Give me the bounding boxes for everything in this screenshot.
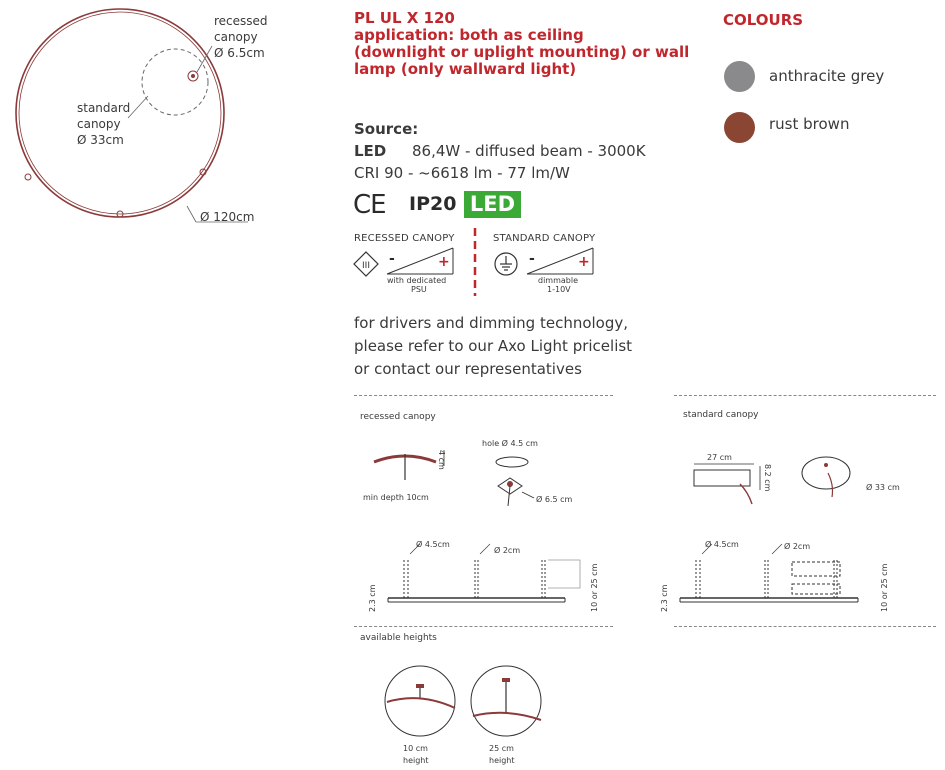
recessed-label-2: canopy <box>214 30 258 44</box>
height-25cm-drawing <box>469 664 543 738</box>
reference-line-3: or contact our representatives <box>354 360 582 378</box>
class-3-icon <box>353 251 379 277</box>
standard-label-1: standard <box>77 101 131 115</box>
hole-label: hole Ø 4.5 cm <box>482 439 538 448</box>
standard-canopy-disc-drawing <box>800 453 860 503</box>
ip20-mark: IP20 <box>409 193 457 215</box>
recessed-note-1: with dedicated <box>387 276 447 285</box>
standard-note-1: dimmable <box>538 276 579 285</box>
application-line-3: lamp (only wallward light) <box>354 60 577 78</box>
colours-title: COLOURS <box>723 11 804 29</box>
recessed-rod2-label: Ø 2cm <box>494 546 521 555</box>
reference-line-2: please refer to our Axo Light pricelist <box>354 337 633 355</box>
application-line-2: (downlight or uplight mounting) or wall <box>354 43 690 61</box>
product-title: PL UL X 120 <box>354 9 455 27</box>
minus-sign-left: - <box>389 251 395 267</box>
standard-label-2: canopy <box>77 117 121 131</box>
outer-diameter-label: Ø 120cm <box>200 210 255 224</box>
recessed-canopy-heading: RECESSED CANOPY <box>354 233 455 244</box>
application-line-1: application: both as ceiling <box>354 26 584 44</box>
plus-sign-left: + <box>438 254 450 270</box>
recessed-side-right-label: 10 or 25 cm <box>590 563 599 612</box>
top-plan-diagram <box>0 0 250 240</box>
source-label: Source: <box>354 120 419 138</box>
ce-mark: CE <box>353 190 386 220</box>
standard-note-2: 1-10V <box>547 285 571 294</box>
source-spec-1: 86,4W - diffused beam - 3000K <box>412 142 646 160</box>
recessed-side-left-label: 2.3 cm <box>368 584 377 612</box>
recessed-diameter-label: Ø 6.5 cm <box>536 495 573 504</box>
source-line-2: CRI 90 - ~6618 lm - 77 lm/W <box>354 164 570 182</box>
standard-canopy-outline <box>142 49 208 115</box>
heights-section-title: available heights <box>360 633 437 643</box>
height-10cm-label-2: height <box>403 756 429 765</box>
height-25cm-label-2: height <box>489 756 515 765</box>
reference-text <box>354 312 632 381</box>
height-10cm-label-1: 10 cm <box>403 744 428 753</box>
source-block <box>354 118 646 184</box>
reference-line-1: for drivers and dimming technology, <box>354 314 629 332</box>
canopy-divider <box>473 228 477 296</box>
standard-label-3: Ø 33cm <box>77 133 124 147</box>
standard-side-drawing <box>672 540 872 610</box>
height-25cm-label-1: 25 cm <box>489 744 514 753</box>
standard-section-title: standard canopy <box>683 410 759 420</box>
recessed-rod-label: Ø 4.5cm <box>416 540 450 549</box>
svg-text:III: III <box>362 261 370 271</box>
recessed-note-2: PSU <box>411 285 427 294</box>
standard-diameter-label: Ø 33 cm <box>866 483 900 492</box>
ground-icon <box>493 251 519 277</box>
standard-height-label: 8.2 cm <box>763 464 772 492</box>
standard-side-left-label: 2.3 cm <box>660 584 669 612</box>
recessed-height-label: 4 cm <box>437 450 446 470</box>
divider-left-mid <box>354 626 613 627</box>
product-title-block <box>354 10 714 78</box>
recessed-side-drawing <box>380 540 585 610</box>
standard-rod-label: Ø 4.5cm <box>705 540 739 549</box>
standard-side-right-label: 10 or 25 cm <box>880 563 889 612</box>
source-line-1 <box>354 140 646 162</box>
colour-label-rust: rust brown <box>769 115 850 133</box>
recessed-label-3: Ø 6.5cm <box>214 46 265 60</box>
minus-sign-right: - <box>529 251 535 267</box>
standard-canopy-side-drawing <box>690 460 765 510</box>
divider-right-mid <box>674 626 936 627</box>
led-badge: LED <box>464 191 521 218</box>
recessed-label-1: recessed <box>214 14 268 28</box>
recessed-canopy-drawing <box>370 440 470 490</box>
standard-canopy-heading: STANDARD CANOPY <box>493 233 596 244</box>
colour-label-anthracite: anthracite grey <box>769 67 885 85</box>
min-depth-label: min depth 10cm <box>363 493 429 502</box>
swatch-anthracite-grey <box>724 61 755 92</box>
standard-width-label: 27 cm <box>707 453 732 462</box>
source-type: LED <box>354 142 387 160</box>
divider-left-top <box>354 395 613 396</box>
standard-rod2-label: Ø 2cm <box>784 542 811 551</box>
height-10cm-drawing <box>383 664 457 738</box>
swatch-rust-brown <box>724 112 755 143</box>
recessed-section-title: recessed canopy <box>360 412 436 422</box>
divider-right-top <box>674 395 936 396</box>
plus-sign-right: + <box>578 254 590 270</box>
